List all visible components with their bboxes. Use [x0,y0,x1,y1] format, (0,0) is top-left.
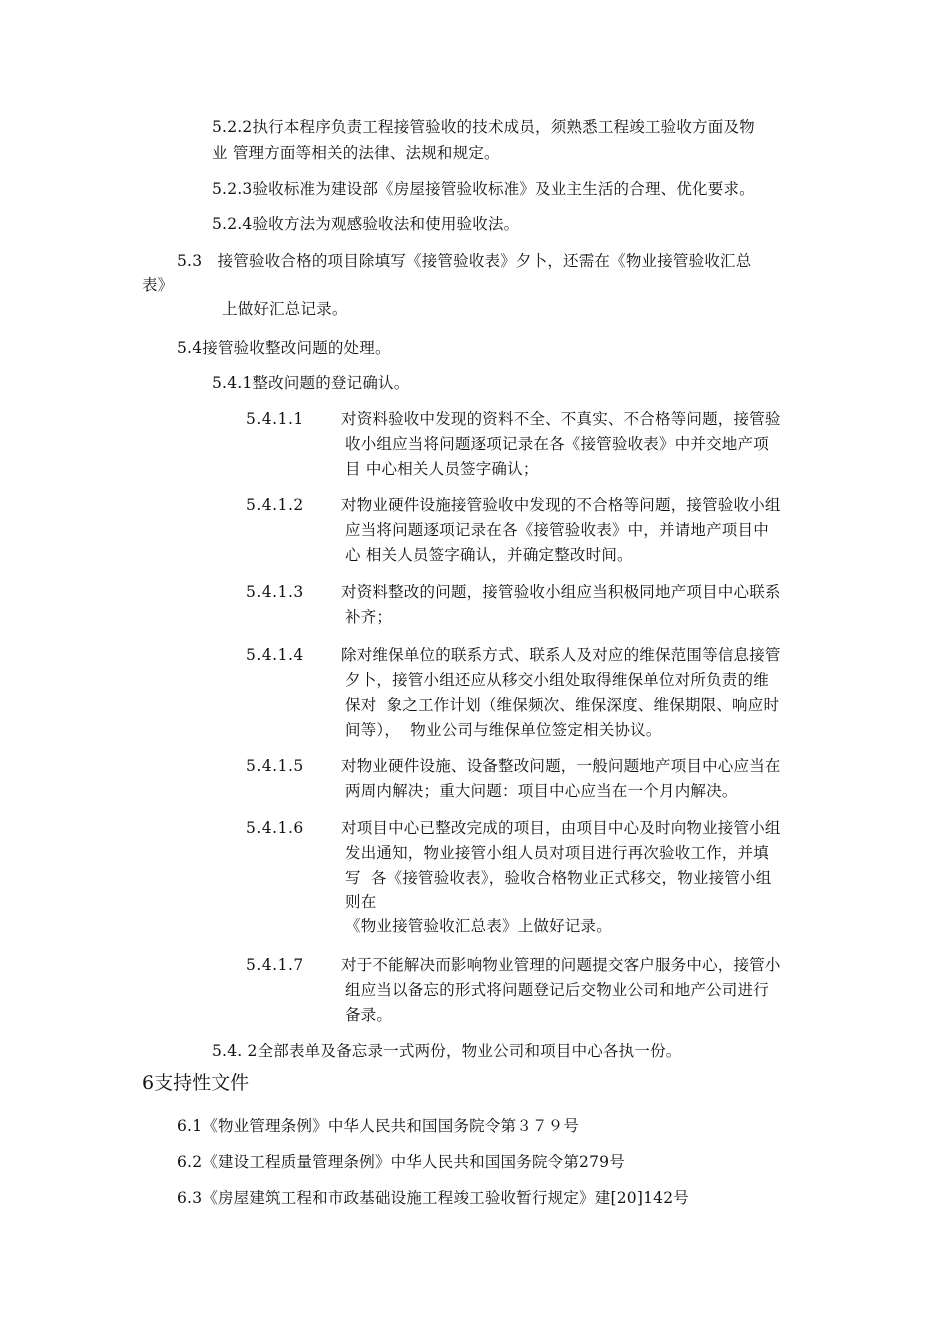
para-5-3-line-1: 5.3 接管验收合格的项目除填写《接管验收表》夕卜，还需在《物业接管验收汇总 [177,252,752,270]
item-line: 间等）， 物业公司与维保单位签定相关协议。 [345,721,662,739]
para-5-2-4: 5.2.4验收方法为观感验收法和使用验收法。 [212,215,520,233]
item-line: 备录。 [345,1006,393,1024]
item-line: 心 相关人员签字确认，并确定整改时间。 [345,546,633,564]
reference-item: 6.3《房屋建筑工程和市政基础设施工程竣工验收暂行规定》建[20]142号 [177,1189,689,1207]
item-number: 5.4.1.3 [246,583,304,601]
item-line: 保对 象之工作计划（维保频次、维保深度、维保期限、响应时 [345,696,780,714]
para-5-2-2-line-1: 5.2.2执行本程序负责工程接管验收的技术成员，须熟悉工程竣工验收方面及物 [212,118,755,136]
reference-item: 6.2《建设工程质量管理条例》中华人民共和国国务院令第279号 [177,1153,625,1171]
para-5-4-2: 5.4. 2全部表单及备忘录一式两份，物业公司和项目中心各执一份。 [212,1042,682,1060]
para-5-3-line-3: 上做好汇总记录。 [222,300,348,318]
item-line: 补齐； [345,608,393,626]
item-line: 对物业硬件设施接管验收中发现的不合格等问题，接管验收小组 [341,496,781,514]
item-line: 对项目中心已整改完成的项目，由项目中心及时向物业接管小组 [341,819,781,837]
para-5-4-1: 5.4.1整改问题的登记确认。 [212,374,410,392]
reference-item: 6.1《物业管理条例》中华人民共和国国务院令第３７９号 [177,1117,580,1135]
section-heading-6: 6支持性文件 [142,1072,250,1094]
item-line: 对资料整改的问题，接管验收小组应当积极同地产项目中心联系 [341,583,781,601]
item-line: 收小组应当将问题逐项记录在各《接管验收表》中并交地产项 [345,435,769,453]
item-line: 对于不能解决而影响物业管理的问题提交客户服务中心，接管小 [341,956,781,974]
item-line: 对资料验收中发现的资料不全、不真实、不合格等问题，接管验 [341,410,781,428]
item-line: 《物业接管验收汇总表》上做好记录。 [345,917,612,935]
para-5-2-3: 5.2.3验收标准为建设部《房屋接管验收标准》及业主生活的合理、优化要求。 [212,180,755,198]
item-line: 对物业硬件设施、设备整改问题，一般问题地产项目中心应当在 [341,757,781,775]
item-line: 发出通知，物业接管小组人员对项目进行再次验收工作，并填 [345,844,769,862]
para-5-3-line-2: 表》 [142,276,174,294]
item-number: 5.4.1.7 [246,956,304,974]
item-line: 则在 [345,893,377,911]
item-number: 5.4.1.4 [246,646,304,664]
item-line: 应当将问题逐项记录在各《接管验收表》中，并请地产项目中 [345,521,769,539]
item-line: 除对维保单位的联系方式、联系人及对应的维保范围等信息接管 [341,646,781,664]
item-line: 写 各《接管验收表》，验收合格物业正式移交，物业接管小组 [345,869,772,887]
item-number: 5.4.1.6 [246,819,304,837]
item-number: 5.4.1.2 [246,496,304,514]
item-number: 5.4.1.1 [246,410,304,428]
para-5-2-2-line-2: 业 管理方面等相关的法律、法规和规定。 [212,144,500,162]
item-line: 目 中心相关人员签字确认； [345,460,539,478]
item-number: 5.4.1.5 [246,757,304,775]
item-line: 夕卜，接管小组还应从移交小组处取得维保单位对所负责的维 [345,671,769,689]
item-line: 组应当以备忘的形式将问题登记后交物业公司和地产公司进行 [345,981,769,999]
para-5-4: 5.4接管验收整改问题的处理。 [177,339,391,357]
item-line: 两周内解决；重大问题：项目中心应当在一个月内解决。 [345,782,738,800]
